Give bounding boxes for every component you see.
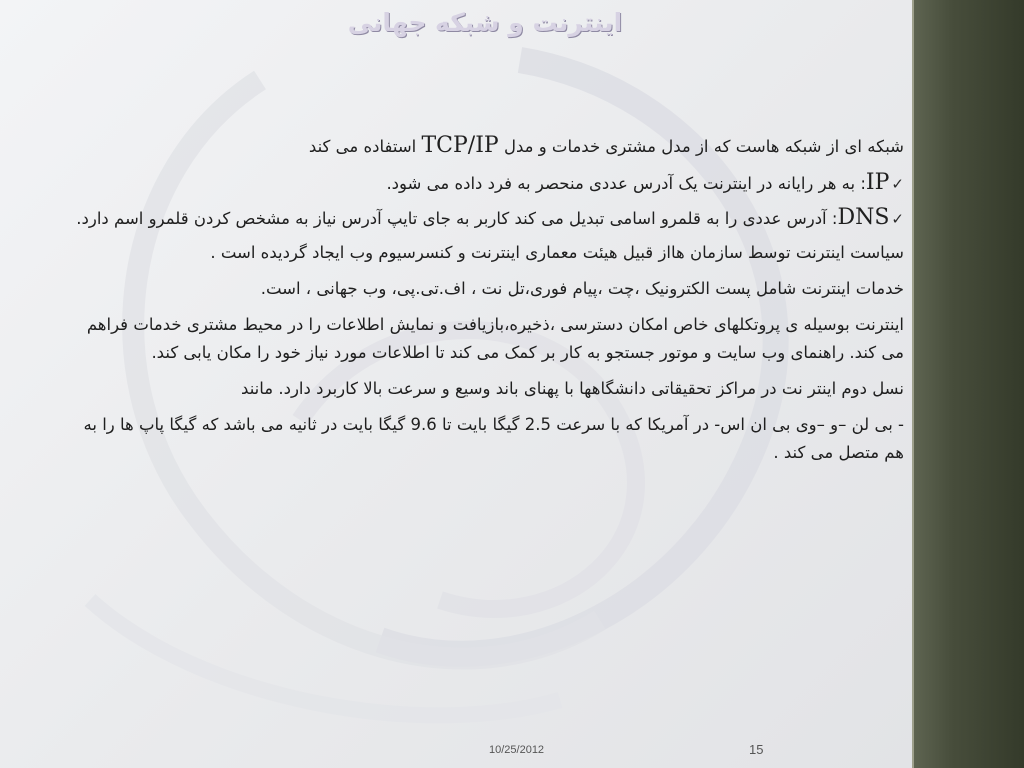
ip-term: IP [865, 170, 890, 195]
paragraph-text-after: استفاده می کند [308, 137, 422, 156]
slide-body [72, 132, 904, 475]
paragraph-protocols: اینترنت بوسیله ی پروتکلهای خاص امکان دسترسی ،ذخیره،بازیافت و نمایش اطلاعات را در محیط مشتری خدمات فراهم می کند. راهنمای وب سایت و موتور جستجو به کار بر کمک می کند تا اطلاعات مورد نیاز خود را مکان یابی کند. [86, 315, 904, 362]
right-decorative-sidebar [912, 0, 1024, 768]
paragraph-internet-services: خدمات اینترنت شامل پست الکترونیک ،چت ،پیام فوری،تل نت ، اف.تی.پی، وب جهانی ، است. [260, 279, 904, 298]
paragraph-text-after: : به هر رایانه در اینترنت یک آدرس عددی منحصر به فرد داده می شود. [386, 174, 866, 193]
paragraph-internet2-examples: - بی لن –و –وی بی ان اس- در آمریکا که با سرعت 2.5 گیگا بایت تا 9.6 گیگا بایت در ثانیه می باشد که گیگا پاپ ها را به هم متصل می کند . [83, 415, 904, 462]
dns-term: DNS [837, 205, 890, 230]
checkmark-icon: ✓ [891, 175, 904, 193]
paragraph-network-definition [72, 132, 904, 161]
paragraph-internet2: نسل دوم اینتر نت در مراکز تحقیقاتی دانشگاهها با پهنای باند وسیع و سرعت بالا کاربرد دارد. مانند [241, 379, 904, 398]
checkmark-icon: ✓ [891, 210, 904, 228]
paragraph-text-after: : آدرس عددی را به قلمرو اسامی تبدیل می کند کاربر به جای تایپ آدرس نیاز به مشخص کردن قلمرو اسم دارد. [76, 209, 838, 228]
paragraph-internet-policy: سیاست اینترنت توسط سازمان هااز قبیل هیئت معماری اینترنت و کنسرسیوم وب ایجاد گردیده است . [210, 243, 904, 262]
slide-title: اینترنت و شبکه جهانی [347, 8, 623, 37]
footer-date: 10/25/2012 [489, 744, 545, 756]
paragraph-dns [72, 204, 904, 233]
paragraph-text: شبکه ای از شبکه هاست که از مدل مشتری خدمات و مدل [498, 137, 904, 156]
tcpip-term: TCP/IP [421, 133, 499, 158]
paragraph-ip [72, 169, 904, 198]
slide-number: 15 [749, 742, 764, 757]
